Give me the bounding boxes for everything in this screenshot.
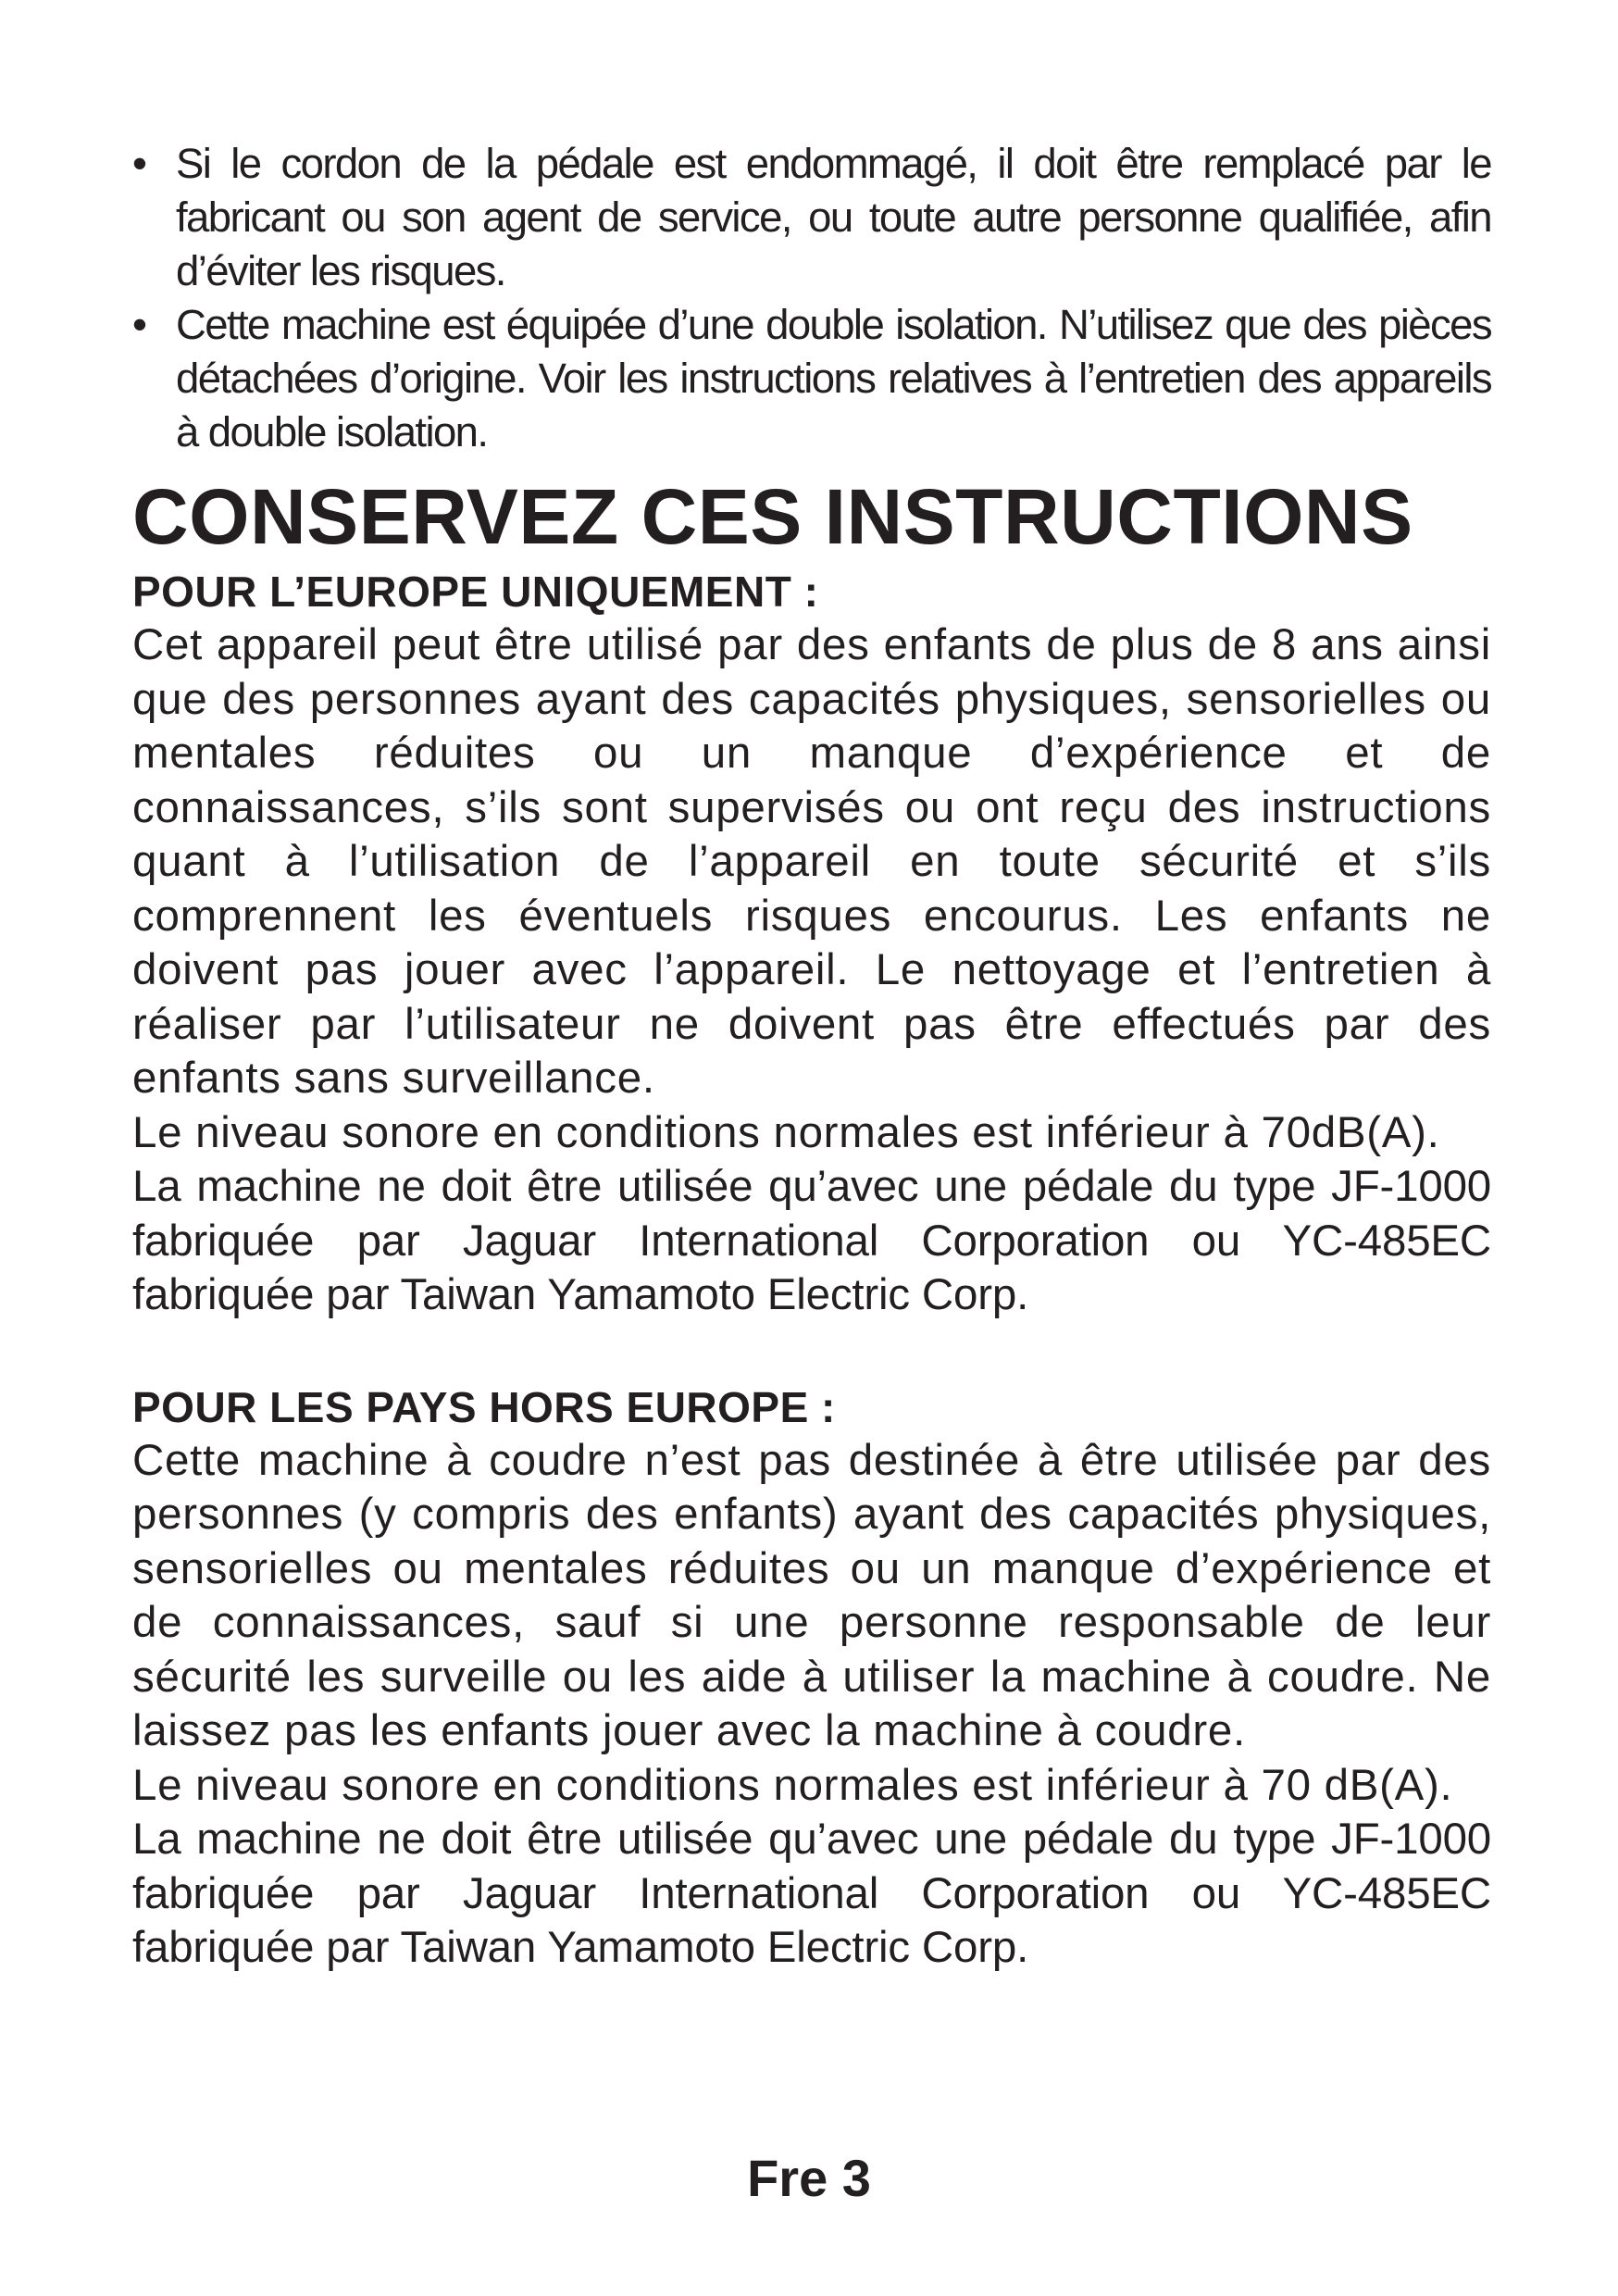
bullet-symbol: • (132, 140, 146, 187)
paragraph-europe-pedal: La machine ne doit être utilisée qu’avec une pédale du type JF-1000 fabriquée par Jaguar International Corporation ou YC-485EC fabriquée par Taiwan Yamamoto Electric Corp. (132, 1162, 1491, 1319)
paragraph-europe-noise: Le niveau sonore en conditions normales est inférieur à 70dB(A). (132, 1107, 1440, 1157)
bullet-item-pedal-cord (132, 137, 1491, 298)
section-non-europe (132, 1380, 1491, 1976)
safety-bullet-list (132, 137, 1491, 459)
paragraph-non-europe-usage: Cette machine à coudre n’est pas destinée à être utilisée par des personnes (y compris des enfants) ayant des capacités physiques, sensorielles ou mentales réduites ou un manque d’expérience et de connaissances, sauf si une personne responsable de leur sécurité les surveille ou les aide à utiliser la machine à coudre. Ne laissez pas les enfants jouer avec la machine à coudre. (132, 1435, 1491, 1755)
bullet-text: Si le cordon de la pédale est endommagé, il doit être remplacé par le fabricant ou son agent de service, ou toute autre personne qualifiée, afin d’éviter les risques. (176, 140, 1491, 294)
paragraph-europe-usage: Cet appareil peut être utilisé par des enfants de plus de 8 ans ainsi que des personnes ayant des capacités physiques, sensorielles ou mentales réduites ou un manque d’expérience et de connaissances, s’ils sont supervisés ou ont reçu des instructions quant à l’utilisation de l’appareil en toute sécurité et s’ils comprennent les éventuels risques encourus. Les enfants ne doivent pas jouer avec l’appareil. Le nettoyage et l’entretien à réaliser par l’utilisateur ne doivent pas être effectués par des enfants sans surveillance. (132, 620, 1491, 1103)
page-number: Fre 3 (747, 2149, 871, 2207)
page-title: CONSERVEZ CES INSTRUCTIONS (132, 473, 1413, 560)
section-europe (132, 565, 1491, 1323)
bullet-item-double-insulation (132, 298, 1491, 459)
document-page (132, 137, 1491, 1976)
paragraph-non-europe-pedal: La machine ne doit être utilisée qu’avec une pédale du type JF-1000 fabriquée par Jaguar International Corporation ou YC-485EC fabriquée par Taiwan Yamamoto Electric Corp. (132, 1815, 1491, 1972)
bullet-symbol: • (132, 301, 146, 348)
section-heading-europe: POUR L’EUROPE UNIQUEMENT : (132, 568, 819, 616)
section-heading-non-europe: POUR LES PAYS HORS EUROPE : (132, 1382, 836, 1431)
bullet-text: Cette machine est équipée d’une double isolation. N’utilisez que des pièces détachées d’origine. Voir les instructions relatives à l’entretien des appareils à double isolation. (176, 301, 1491, 455)
paragraph-non-europe-noise: Le niveau sonore en conditions normales est inférieur à 70 dB(A). (132, 1760, 1453, 1810)
